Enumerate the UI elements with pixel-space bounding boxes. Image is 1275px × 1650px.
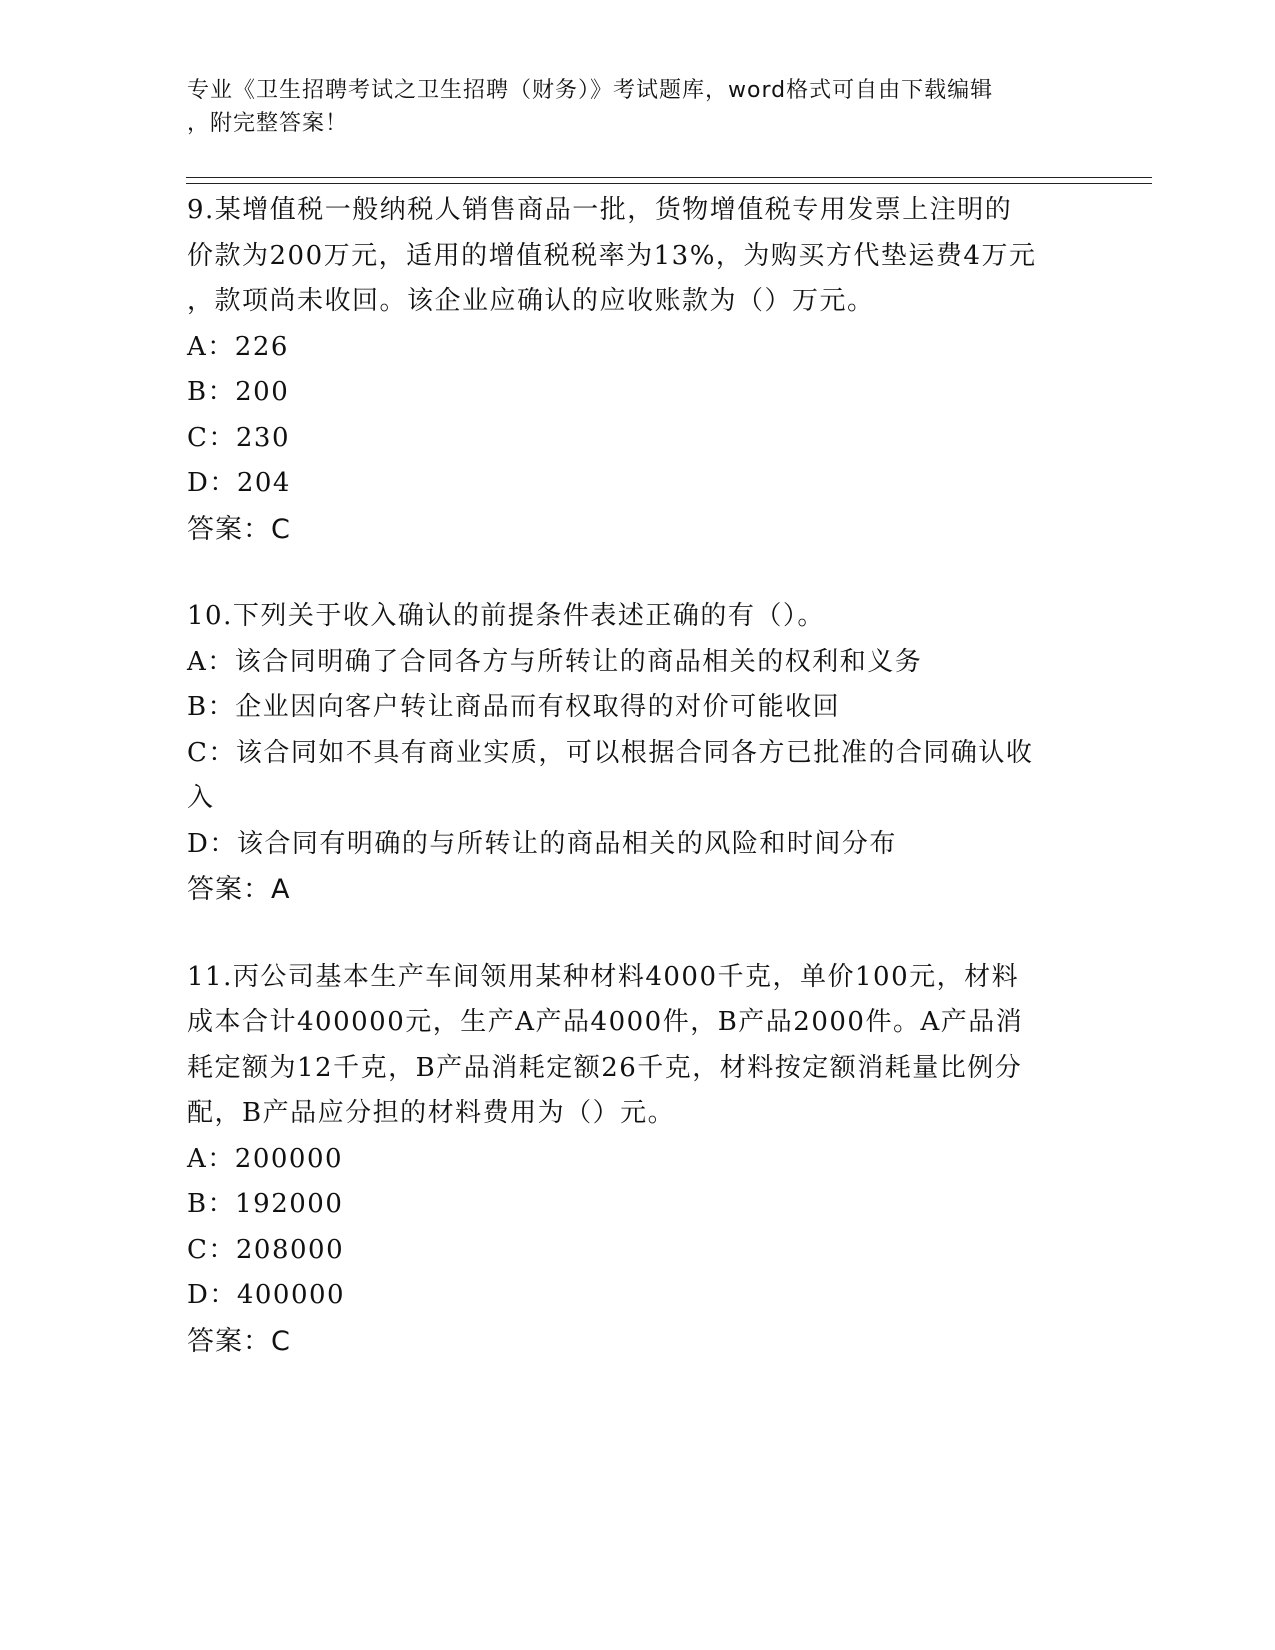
option-d: D：该合同有明确的与所转让的商品相关的风险和时间分布 (187, 828, 897, 859)
option-c-continued: 入 (187, 783, 215, 813)
question-item (187, 594, 1087, 913)
document-header (187, 74, 1067, 140)
answer-line: 答案：A (187, 874, 291, 905)
question-stem-line: ，款项尚未收回。该企业应确认的应收账款为（）万元。 (187, 286, 875, 316)
header-divider-bottom (186, 183, 1152, 184)
question-stem-line: 11.丙公司基本生产车间领用某种材料4000千克，单价100元，材料 (187, 961, 1020, 992)
header-divider-top (186, 177, 1152, 178)
question-stem-line: 价款为200万元，适用的增值税税率为13%，为购买方代垫运费4万元 (187, 240, 1037, 271)
question-stem-line: 10.下列关于收入确认的前提条件表述正确的有（）。 (187, 601, 825, 631)
question-stem-line: 成本合计400000元，生产A产品4000件，B产品2000件。A产品消 (187, 1007, 1024, 1037)
option-a: A：该合同明确了合同各方与所转让的商品相关的权利和义务 (187, 646, 923, 677)
answer-line: 答案：C (187, 1325, 291, 1357)
option-b: B：200 (187, 377, 290, 407)
header-line: 专业《卫生招聘考试之卫生招聘（财务）》考试题库，word格式可自由下载编辑 (187, 78, 994, 103)
option-c: C：该合同如不具有商业实质，可以根据合同各方已批准的合同确认收 (187, 737, 1034, 768)
option-d: D：400000 (187, 1280, 346, 1310)
option-a: A：200000 (187, 1143, 344, 1174)
question-item (187, 188, 1087, 552)
option-c: C：208000 (187, 1234, 345, 1265)
question-list (187, 188, 1087, 1406)
question-stem-line: 耗定额为12千克，B产品消耗定额26千克，材料按定额消耗量比例分 (187, 1052, 1023, 1083)
option-b: B：企业因向客户转让商品而有权取得的对价可能收回 (187, 692, 841, 722)
answer-line: 答案：C (187, 513, 291, 545)
option-d: D：204 (187, 468, 291, 498)
option-b: B：192000 (187, 1189, 344, 1219)
question-stem-line: 9.某增值税一般纳税人销售商品一批，货物增值税专用发票上注明的 (187, 195, 1013, 225)
option-a: A：226 (187, 331, 289, 362)
question-item (187, 955, 1087, 1365)
question-stem-line: 配，B产品应分担的材料费用为（）元。 (187, 1098, 676, 1128)
header-line: ，附完整答案！ (187, 111, 349, 136)
option-c: C：230 (187, 422, 291, 453)
